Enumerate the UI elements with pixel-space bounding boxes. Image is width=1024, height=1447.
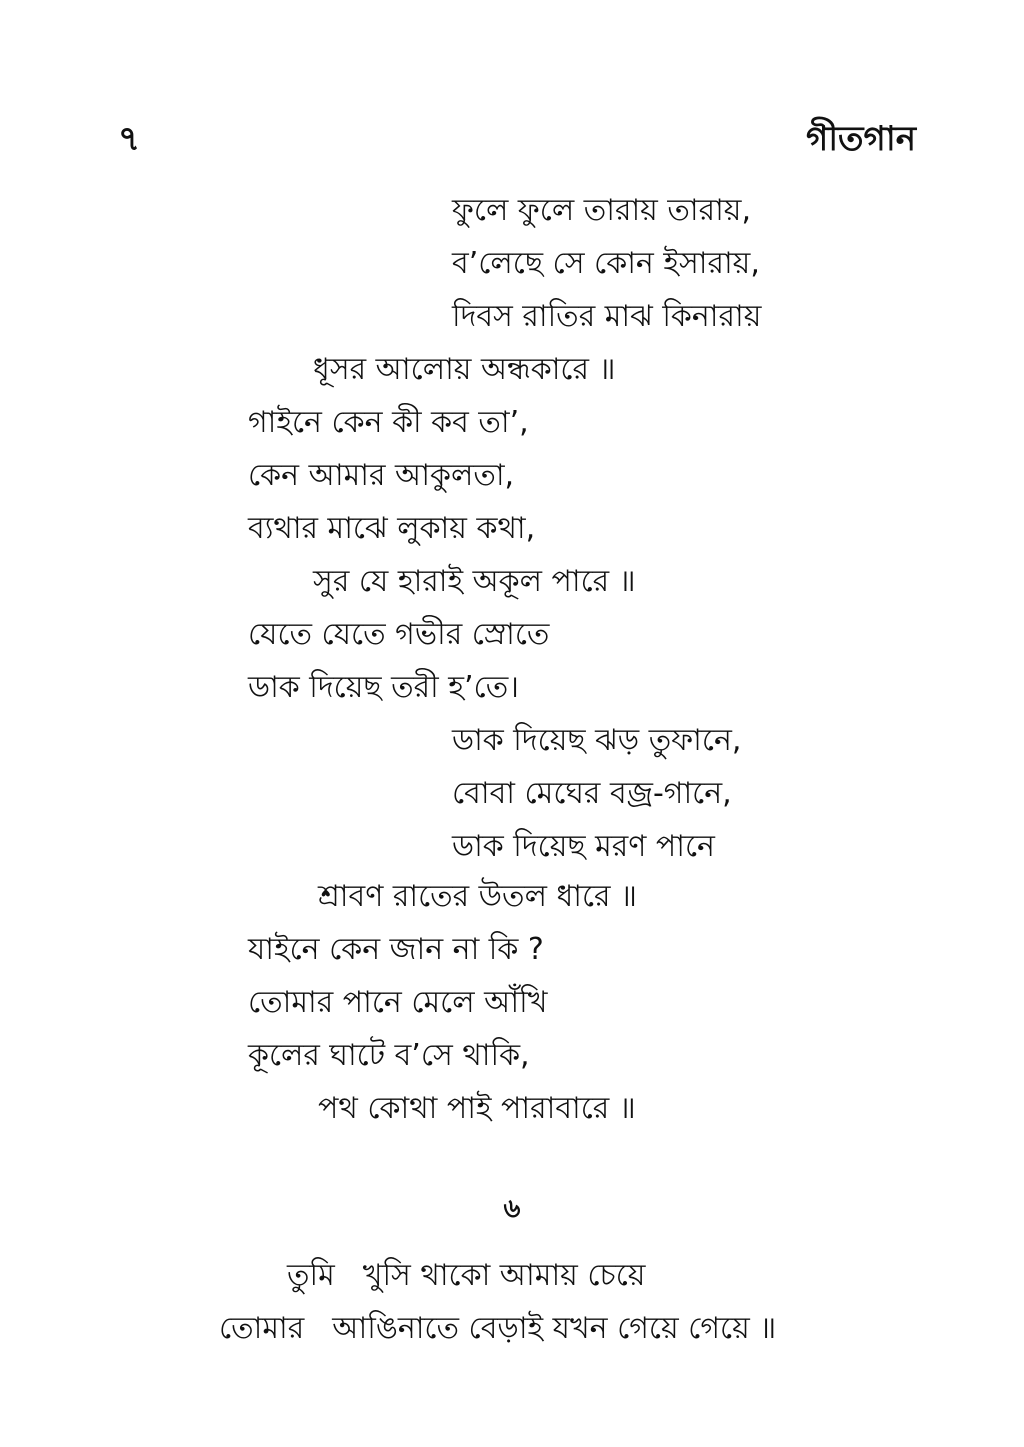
verse-line: কেন আমার আকুলতা, <box>248 458 515 493</box>
verse-line <box>219 1311 776 1347</box>
verse-line: দিবস রাতির মাঝ কিনারায় <box>452 299 762 334</box>
song-number: ৬ <box>503 1194 521 1224</box>
verse-line: ডাক দিয়েছ মরণ পানে <box>452 829 715 864</box>
verse-line: ডাক দিয়েছ তরী হ’তে। <box>248 670 519 705</box>
verse-line-refrain: শ্রাবণ রাতের উতল ধারে ॥ <box>318 879 638 914</box>
verse-line: তোমার পানে মেলে আঁখি <box>248 985 548 1020</box>
verse-text: আঙিনাতে বেড়াই যখন গেয়ে গেয়ে ॥ <box>332 1311 777 1346</box>
verse-line: যাইনে কেন জান না কি ? <box>248 932 544 967</box>
verse-line: ব্যথার মাঝে লুকায় কথা, <box>248 511 536 546</box>
verse-line-refrain: সুর যে হারাই অকূল পারে ॥ <box>313 564 636 599</box>
verse-line-refrain: ধূসর আলোয় অন্ধকারে ॥ <box>313 352 616 387</box>
verse-lead-word: তুমি <box>287 1258 335 1293</box>
verse-line: ব’লেছে সে কোন ইসারায়, <box>452 246 760 281</box>
verse-line <box>287 1258 645 1294</box>
verse-lead-word: তোমার <box>219 1311 305 1346</box>
verse-line: ফুলে ফুলে তারায় তারায়, <box>452 193 751 228</box>
verse-line: কূলের ঘাটে ব’সে থাকি, <box>248 1038 530 1073</box>
page-number: ৭ <box>118 119 141 159</box>
verse-line: বোবা মেঘের বজ্র-গানে, <box>452 776 732 811</box>
verse-line: যেতে যেতে গভীর স্রোতে <box>248 617 550 652</box>
verse-text: খুসি থাকো আমায় চেয়ে <box>362 1258 646 1293</box>
verse-line: গাইনে কেন কী কব তা’, <box>248 405 529 440</box>
verse-line: ডাক দিয়েছ ঝড় তুফানে, <box>452 723 742 758</box>
running-title: গীতগান <box>806 119 916 159</box>
verse-line-refrain: পথ কোথা পাই পারাবারে ॥ <box>318 1091 636 1126</box>
